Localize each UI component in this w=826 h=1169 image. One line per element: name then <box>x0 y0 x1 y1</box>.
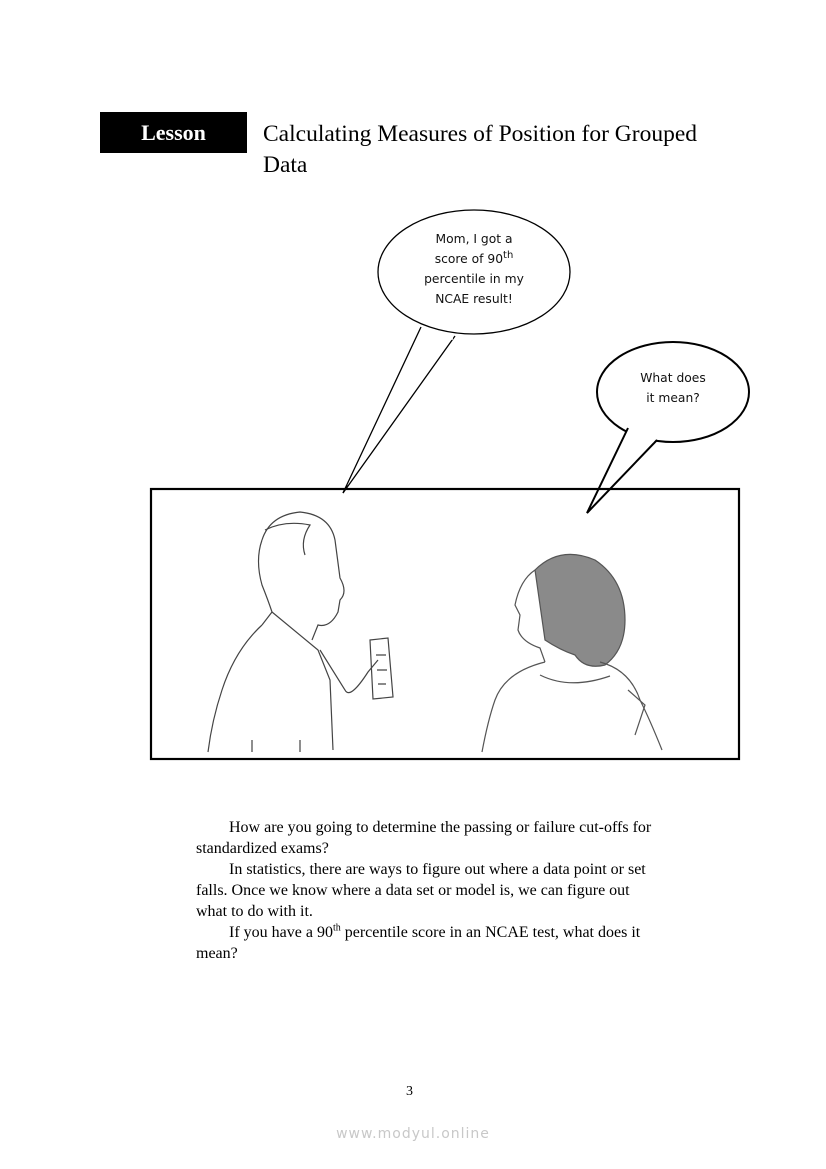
body-line-part: percentile score in an NCAE test, what does it <box>340 924 641 941</box>
body-line: falls. Once we know where a data set or model is, we can figure out <box>196 882 630 899</box>
bubble-mom-text <box>613 368 733 408</box>
body-line: what to do with it. <box>196 903 313 920</box>
superscript: th <box>332 922 341 934</box>
body-line: mean? <box>196 945 238 962</box>
body-line: How are you going to determine the passing or failure cut-offs for <box>229 819 652 836</box>
page-number: 3 <box>406 1084 413 1099</box>
bubble-son-line <box>404 249 544 269</box>
mom-figure <box>482 554 662 752</box>
body-line <box>229 924 640 942</box>
bubble-son-line: percentile in my <box>424 272 524 286</box>
comic-frame <box>151 489 739 759</box>
bubble-son-line: NCAE result! <box>435 292 513 306</box>
bubble-son-line: Mom, I got a <box>435 232 513 246</box>
bubble-mom-line: What does <box>640 371 706 385</box>
lesson-label: Lesson <box>141 119 206 145</box>
bubble-mom-line: it mean? <box>646 391 700 405</box>
superscript: th <box>503 249 514 261</box>
title-line-1: Calculating Measures of Position for Grouped <box>263 121 698 147</box>
bubble-son-text <box>404 229 544 309</box>
bubble-son-line-part: score of 90 <box>434 252 504 266</box>
watermark: www.modyul.online <box>336 1126 490 1142</box>
body-line-part: If you have a 90 <box>229 924 333 941</box>
body-line: standardized exams? <box>196 840 329 857</box>
title-line-2: Data <box>263 152 308 178</box>
son-figure <box>208 512 393 752</box>
body-line: In statistics, there are ways to figure out where a data point or set <box>229 861 646 878</box>
